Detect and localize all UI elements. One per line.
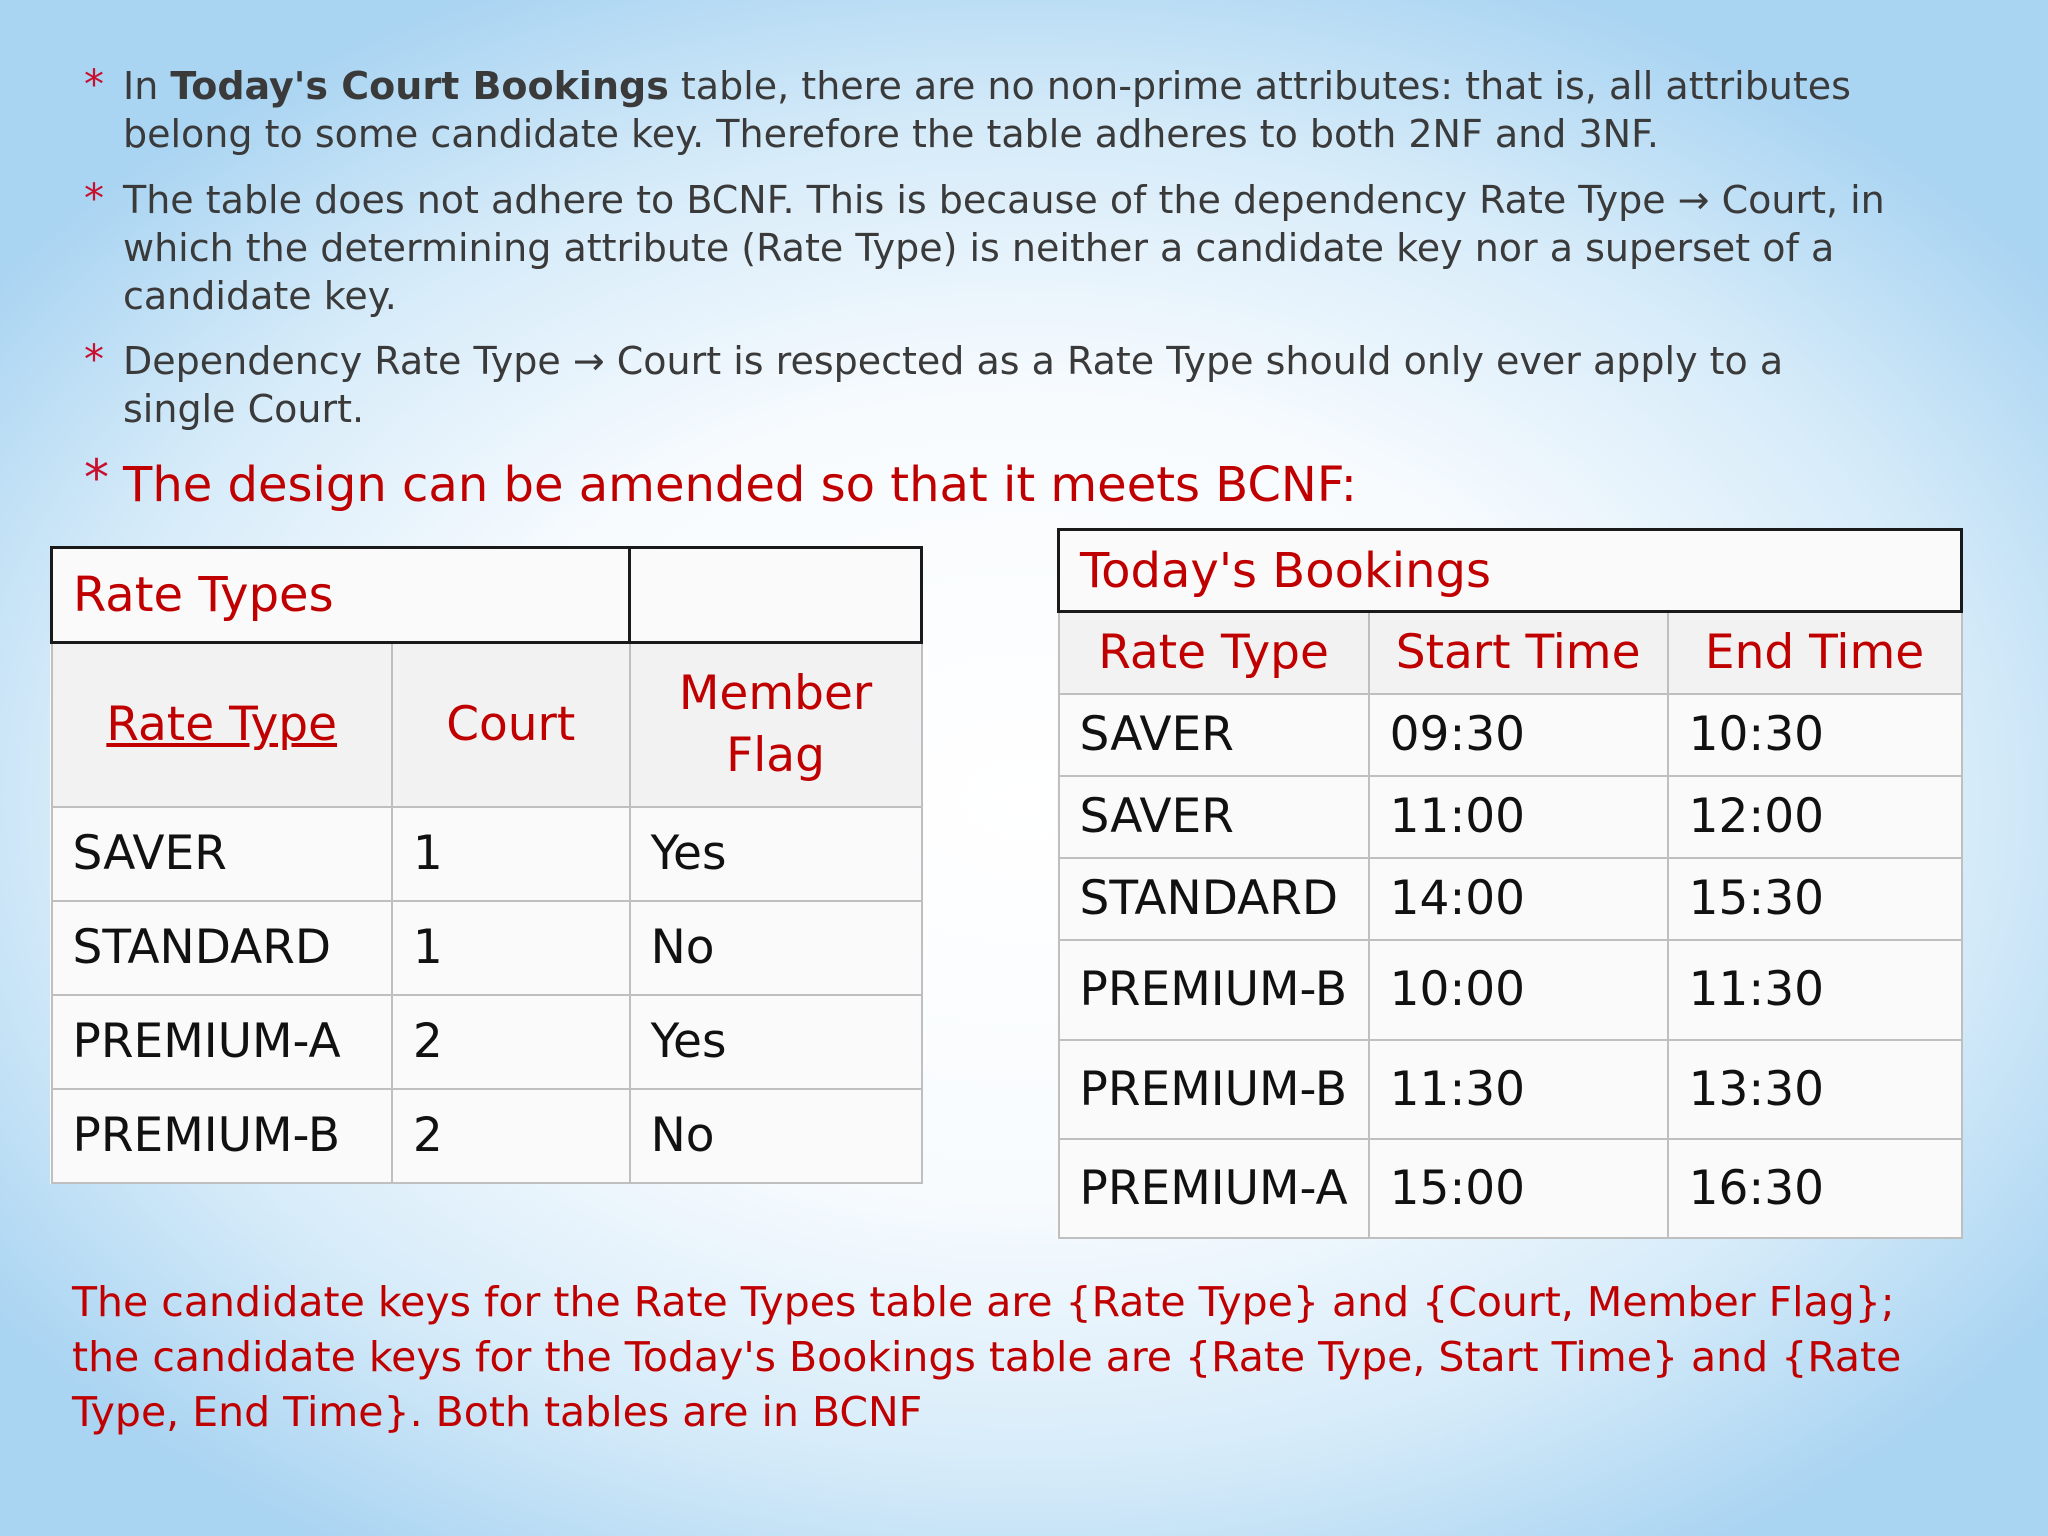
bullet-1-text: In Today's Court Bookings table, there are no non-prime attributes: that is, all attributes belong to some candidate key. Therefore the table adheres to both 2NF and 3NF.	[123, 64, 1851, 156]
table-row: PREMIUM-B 2 No	[52, 1089, 922, 1183]
rate-types-table	[50, 546, 923, 1184]
table-row: PREMIUM-B 11:30 13:30	[1059, 1040, 1962, 1139]
table-row: SAVER 09:30 10:30	[1059, 694, 1962, 776]
asterisk-bullet-icon: *	[84, 62, 104, 108]
column-header: End Time	[1668, 612, 1962, 694]
table-row: STANDARD 14:00 15:30	[1059, 858, 1962, 940]
table-row: PREMIUM-B 10:00 11:30	[1059, 940, 1962, 1040]
table-row: STANDARD 1 No	[52, 901, 922, 995]
asterisk-bullet-icon: *	[84, 337, 104, 383]
table-name-bold: Today's Court Bookings	[170, 64, 669, 108]
table-row: SAVER 1 Yes	[52, 807, 922, 901]
amend-heading: The design can be amended so that it meets BCNF:	[123, 457, 1357, 513]
asterisk-bullet-icon: *	[84, 176, 104, 222]
bookings-title: Today's Bookings	[1059, 530, 1962, 612]
bookings-table	[1057, 528, 1963, 1239]
table-row: SAVER 11:00 12:00	[1059, 776, 1962, 858]
column-header: Member Flag	[630, 643, 922, 807]
bullet-2-text: The table does not adhere to BCNF. This is because of the dependency Rate Type → Court, in which the determining attribute (Rate Type) is neither a candidate key nor a superset of a candidate key.	[123, 178, 1885, 318]
table-row: PREMIUM-A 2 Yes	[52, 995, 922, 1089]
candidate-keys-summary: The candidate keys for the Rate Types table are {Rate Type} and {Court, Member Flag}; the candidate keys for the Today's Bookings table are {Rate Type, Start Time} and {Rate Type, End Time}. Both tables are in BCNF	[72, 1278, 1902, 1436]
column-header: Rate Type	[52, 643, 392, 807]
column-header: Court	[392, 643, 630, 807]
table-row: PREMIUM-A 15:00 16:30	[1059, 1139, 1962, 1238]
rate-types-title: Rate Types	[52, 548, 630, 643]
bullet-3-text: Dependency Rate Type → Court is respected as a Rate Type should only ever apply to a single Court.	[123, 339, 1784, 431]
column-header: Start Time	[1369, 612, 1668, 694]
asterisk-bullet-icon: *	[84, 449, 109, 507]
column-header: Rate Type	[1059, 612, 1369, 694]
